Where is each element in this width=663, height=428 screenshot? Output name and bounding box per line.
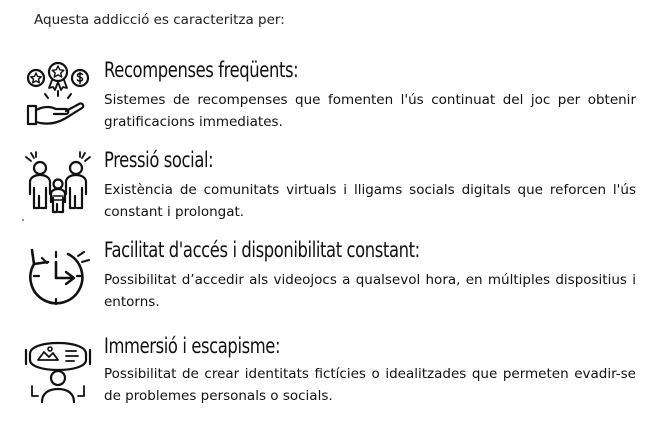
- intro-text: Aquesta addicció es caracteritza per:: [34, 12, 285, 28]
- vr-headset-person-icon: [22, 332, 94, 404]
- item-description: Existència de comunitats virtuals i lligams socials digitals que reforcen l'ús constant i prolongat.: [104, 182, 636, 220]
- rewards-hand-icon: [22, 58, 94, 130]
- item-description: Possibilitat d’accedir als videojocs a qualsevol hora, en múltiples dispositius i entorns.: [104, 272, 636, 310]
- social-pressure-people-icon: [22, 148, 94, 220]
- item-description: Possibilitat de crear identitats fictícies o idealitzades que permeten evadir-se de problemes personals o socials.: [104, 366, 636, 404]
- clock-arrow-icon: [22, 242, 94, 314]
- item-description: Sistemes de recompenses que fomenten l'ús continuat del joc per obtenir gratificacions immediates.: [104, 92, 636, 130]
- item-title: Recompenses freqüents:: [104, 58, 299, 82]
- item-title: Immersió i escapisme:: [104, 334, 281, 358]
- item-title: Facilitat d'accés i disponibilitat constant:: [104, 238, 420, 262]
- divider-dot: [22, 219, 24, 221]
- item-title: Pressió social:: [104, 148, 214, 172]
